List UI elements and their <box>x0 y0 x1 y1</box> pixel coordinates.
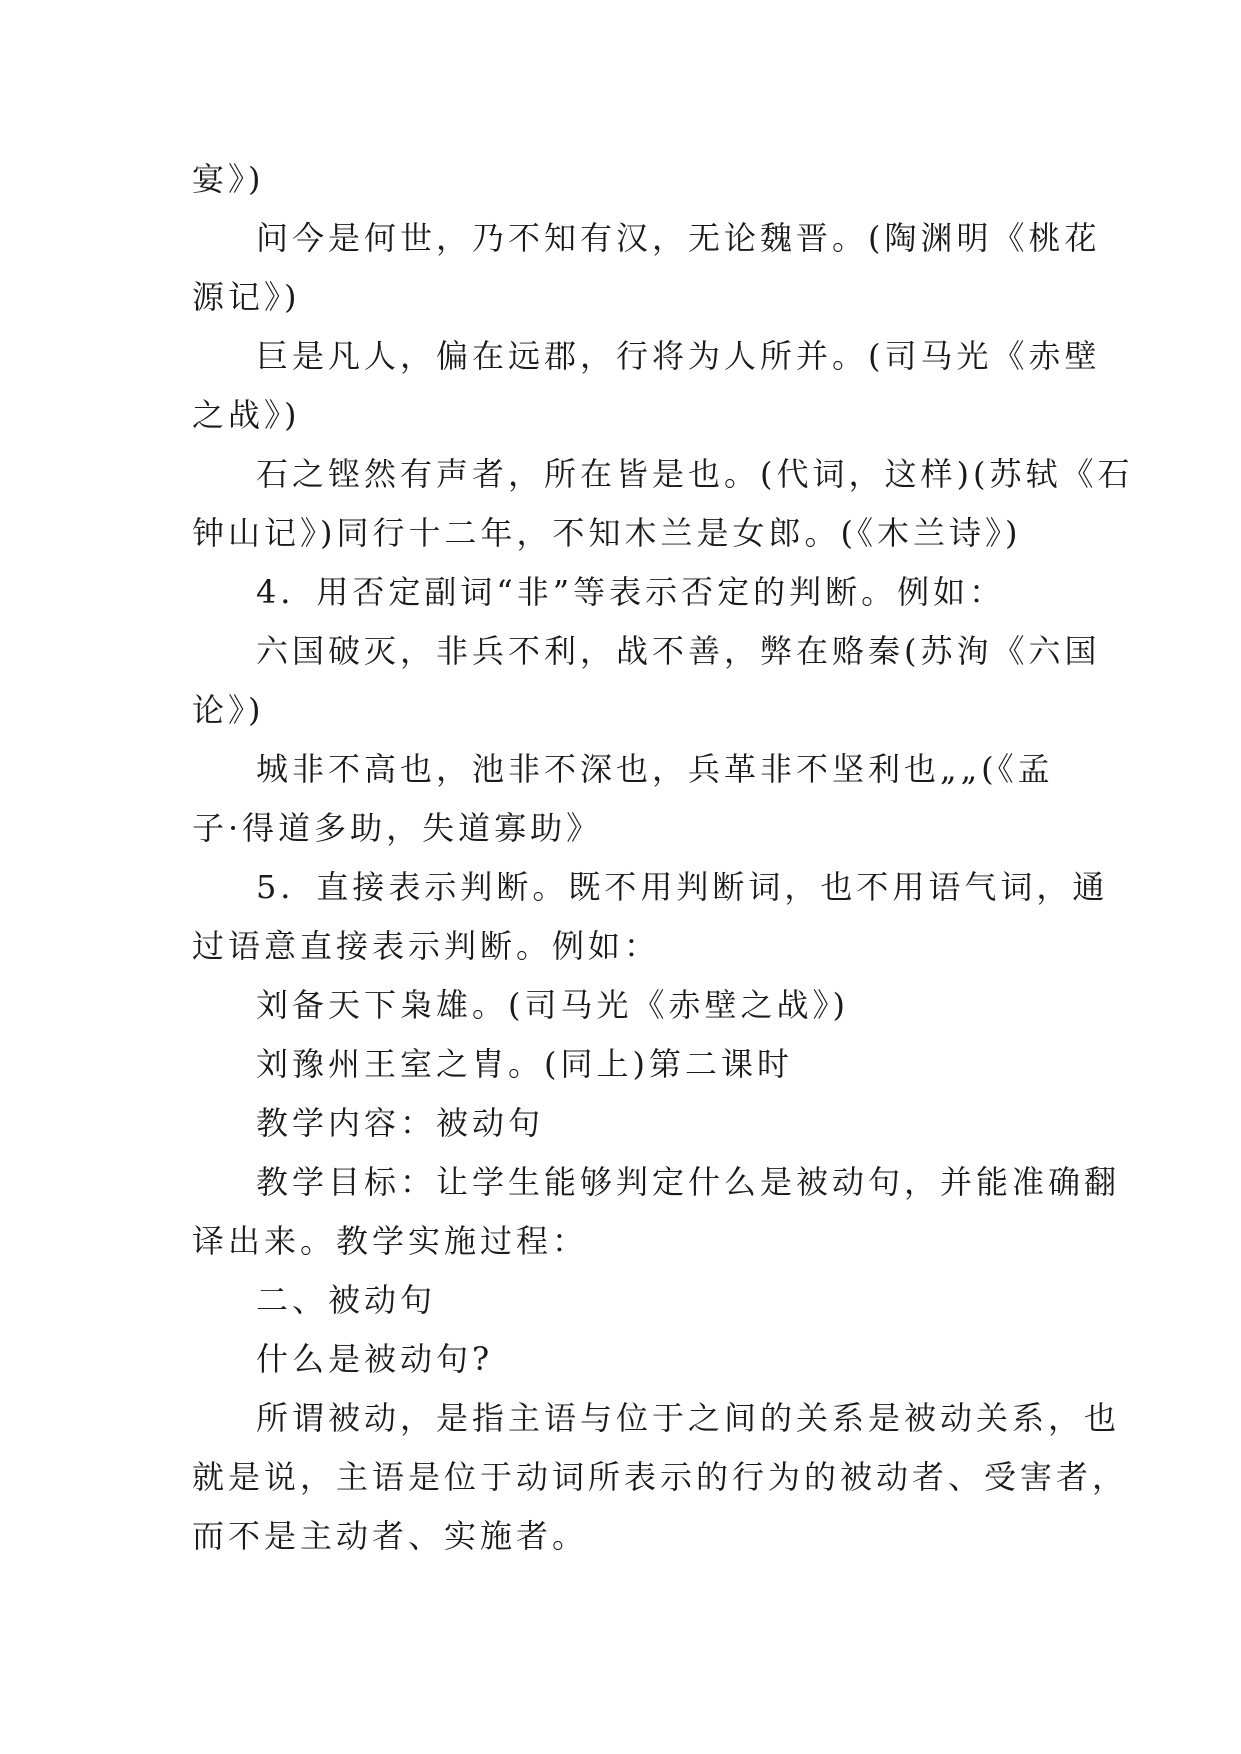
text-line: 刘豫州王室之胄。(同上)第二课时 <box>256 1045 793 1083</box>
text-line: 刘备天下枭雄。(司马光《赤壁之战》) <box>256 986 849 1024</box>
text-line: 之战》) <box>192 396 301 434</box>
text-line: 所谓被动，是指主语与位于之间的关系是被动关系，也 <box>256 1399 1121 1437</box>
text-line: 什么是被动句? <box>256 1340 494 1378</box>
document-body <box>192 150 1134 1566</box>
text-line: 二、被动句 <box>256 1281 437 1319</box>
text-line: 石之铿然有声者，所在皆是也。(代词，这样)(苏轼《石 <box>256 455 1134 493</box>
text-line: 钟山记》)同行十二年，不知木兰是女郎。(《木兰诗》) <box>192 514 1022 552</box>
text-line: 教学内容：被动句 <box>256 1104 545 1142</box>
text-line: 城非不高也，池非不深也，兵革非不坚利也„„(《孟 <box>256 750 1054 788</box>
text-line: 译出来。教学实施过程： <box>192 1222 589 1260</box>
text-line: 教学目标：让学生能够判定什么是被动句，并能准确翻 <box>256 1163 1121 1201</box>
text-line: 宴》) <box>192 160 265 198</box>
text-line: 源记》) <box>192 278 301 316</box>
text-line: 六国破灭，非兵不利，战不善，弊在赂秦(苏洵《六国 <box>256 632 1101 670</box>
text-line: 就是说，主语是位于动词所表示的行为的被动者、受害者， <box>192 1458 1129 1496</box>
text-line: 4．用否定副词“非”等表示否定的判断。例如： <box>256 573 1006 611</box>
text-line: 5．直接表示判断。既不用判断词，也不用语气词，通 <box>256 868 1109 906</box>
text-line: 巨是凡人，偏在远郡，行将为人所并。(司马光《赤壁 <box>256 337 1101 375</box>
text-line: 子·得道多助，失道寡助》 <box>192 809 603 847</box>
text-line: 问今是何世，乃不知有汉，无论魏晋。(陶渊明《桃花 <box>256 219 1101 257</box>
text-line: 而不是主动者、实施者。 <box>192 1517 589 1555</box>
text-line: 过语意直接表示判断。例如： <box>192 927 661 965</box>
text-line: 论》) <box>192 691 265 729</box>
